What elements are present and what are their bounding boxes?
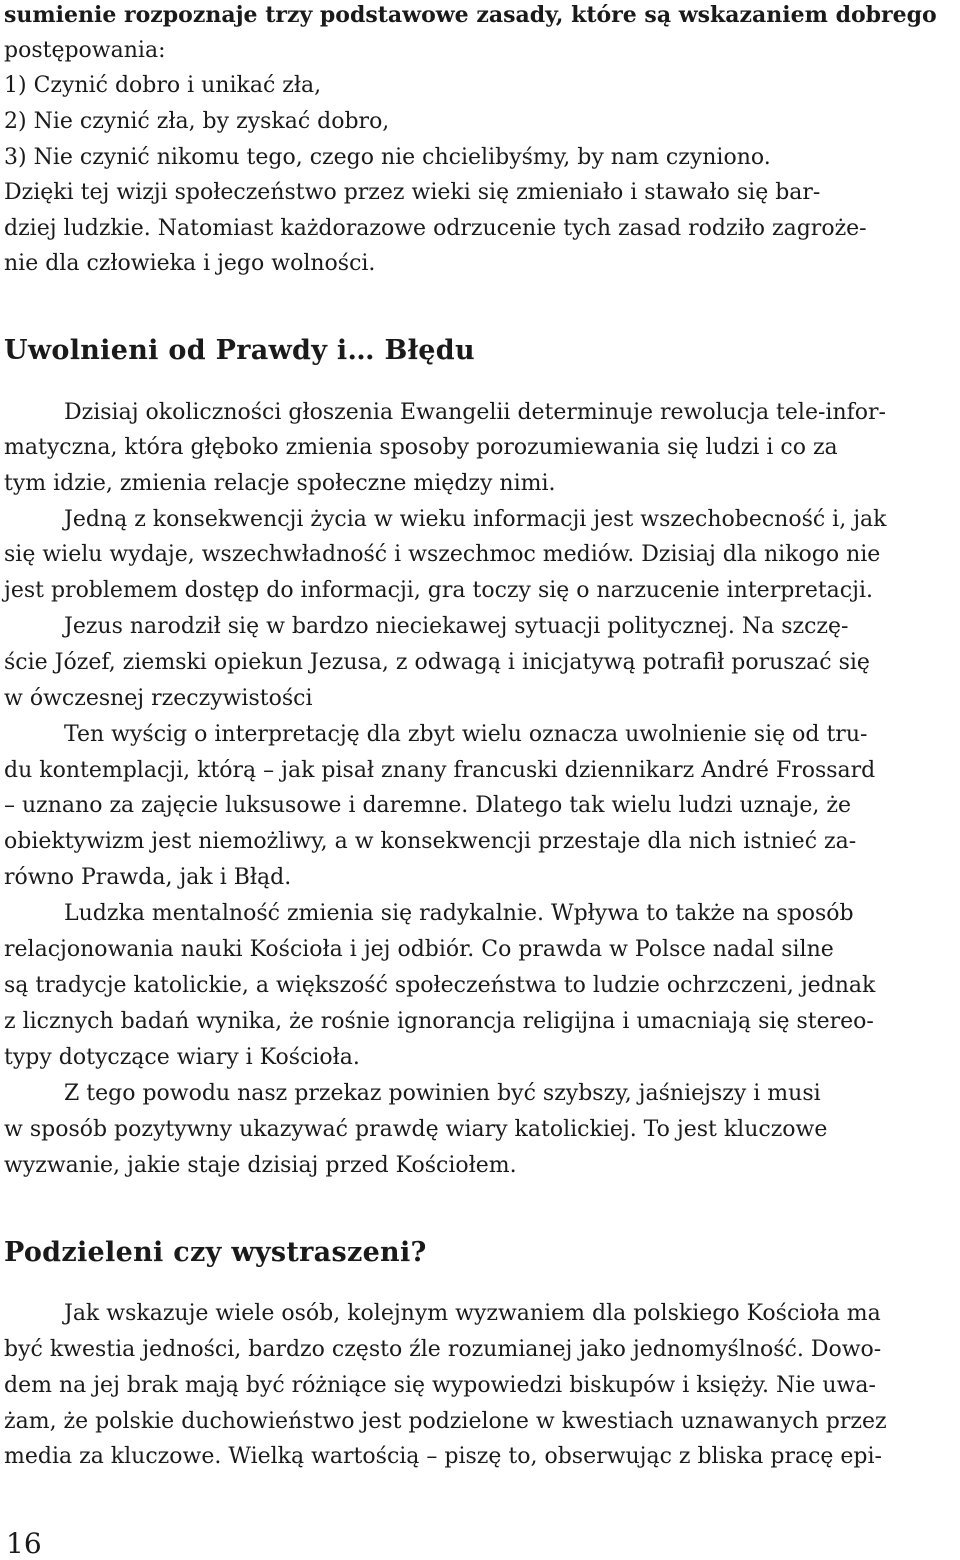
- text-line: ście Józef, ziemski opiekun Jezusa, z odwagą i inicjatywą potrafił poruszać się: [4, 650, 870, 675]
- text-line: równo Prawda, jak i Błąd.: [4, 865, 292, 890]
- text-line: w sposób pozytywny ukazywać prawdę wiary katolickiej. To jest kluczowe: [4, 1117, 828, 1142]
- text-line: żam, że polskie duchowieństwo jest podzielone w kwestiach uznawanych przez: [4, 1409, 887, 1434]
- text-line: Ten wyścig o interpretację dla zbyt wielu oznacza uwolnienie się od tru-: [64, 722, 868, 747]
- text-line: w ówczesnej rzeczywistości: [4, 686, 313, 711]
- text-line: z licznych badań wynika, że rośnie ignorancja religijna i umacniają się stereo-: [4, 1009, 874, 1034]
- page-number: 16: [6, 1527, 42, 1560]
- text-line: sumienie rozpoznaje trzy podstawowe zasady, które są wskazaniem dobrego: [4, 2, 937, 28]
- text-line: postępowania:: [4, 38, 166, 63]
- section-heading: Uwolnieni od Prawdy i… Błędu: [4, 335, 475, 366]
- text-line: Z tego powodu nasz przekaz powinien być szybszy, jaśniejszy i musi: [64, 1081, 821, 1106]
- text-line: du kontemplacji, którą – jak pisał znany francuski dziennikarz André Frossard: [4, 758, 876, 783]
- text-line: Dzięki tej wizji społeczeństwo przez wieki się zmieniało i stawało się bar-: [4, 180, 821, 205]
- text-line: 3) Nie czynić nikomu tego, czego nie chcielibyśmy, by nam czyniono.: [4, 145, 771, 170]
- text-line: obiektywizm jest niemożliwy, a w konsekwencji przestaje dla nich istnieć za-: [4, 829, 857, 854]
- text-line: są tradycje katolickie, a większość społeczeństwa to ludzie ochrzczeni, jednak: [4, 973, 876, 998]
- text-line: jest problemem dostęp do informacji, gra toczy się o narzucenie interpretacji.: [4, 578, 873, 603]
- text-line: 1) Czynić dobro i unikać zła,: [4, 73, 322, 98]
- text-line: media za kluczowe. Wielką wartością – piszę to, obserwując z bliska pracę epi-: [4, 1444, 882, 1469]
- text-line: Ludzka mentalność zmienia się radykalnie. Wpływa to także na sposób: [64, 901, 854, 926]
- text-line: Jezus narodził się w bardzo nieciekawej sytuacji politycznej. Na szczę-: [64, 614, 849, 639]
- text-line: Dzisiaj okoliczności głoszenia Ewangelii determinuje rewolucja tele-infor-: [64, 400, 886, 425]
- text-line: wyzwanie, jakie staje dzisiaj przed Kościołem.: [4, 1153, 517, 1178]
- text-line: typy dotyczące wiary i Kościoła.: [4, 1045, 360, 1070]
- text-line: się wielu wydaje, wszechwładność i wszechmoc mediów. Dzisiaj dla nikogo nie: [4, 542, 881, 567]
- text-line: dziej ludzkie. Natomiast każdorazowe odrzucenie tych zasad rodziło zagroże-: [4, 216, 867, 241]
- text-line: Jak wskazuje wiele osób, kolejnym wyzwaniem dla polskiego Kościoła ma: [64, 1301, 881, 1326]
- text-line: 2) Nie czynić zła, by zyskać dobro,: [4, 109, 390, 134]
- text-line: tym idzie, zmienia relacje społeczne między nimi.: [4, 471, 556, 496]
- text-line: nie dla człowieka i jego wolności.: [4, 251, 376, 276]
- text-line: – uznano za zajęcie luksusowe i daremne. Dlatego tak wielu ludzi uznaje, że: [4, 793, 851, 818]
- text-line: matyczna, która głęboko zmienia sposoby porozumiewania się ludzi i co za: [4, 435, 838, 460]
- section-heading: Podzieleni czy wystraszeni?: [4, 1237, 427, 1268]
- text-line: dem na jej brak mają być różniące się wypowiedzi biskupów i księży. Nie uwa-: [4, 1373, 876, 1398]
- text-line: Jedną z konsekwencji życia w wieku informacji jest wszechobecność i, jak: [64, 507, 887, 532]
- text-line: być kwestia jedności, bardzo często źle rozumianej jako jednomyślność. Dowo-: [4, 1337, 882, 1362]
- text-line: relacjonowania nauki Kościoła i jej odbiór. Co prawda w Polsce nadal silne: [4, 937, 834, 962]
